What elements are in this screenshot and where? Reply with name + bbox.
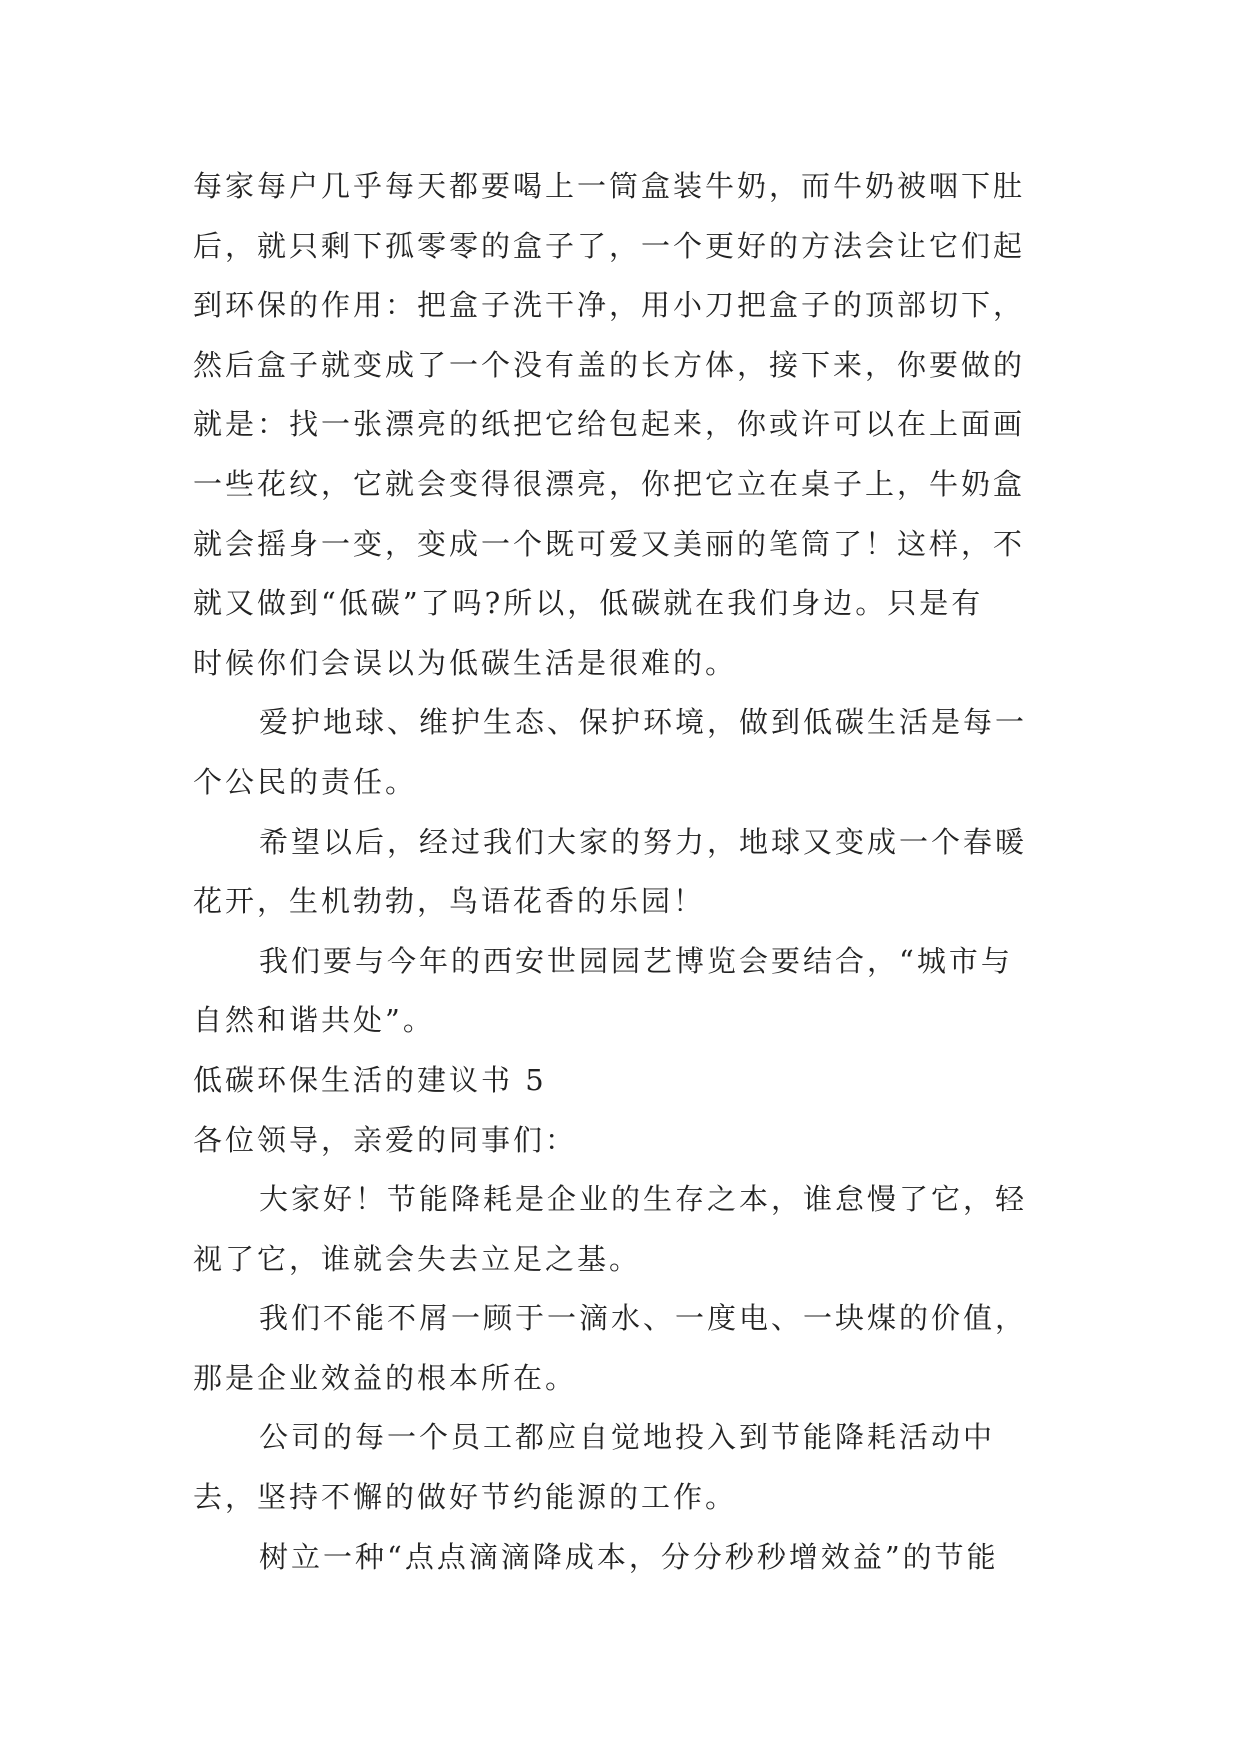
text-line: 树立一种“点点滴滴降成本，分分秒秒增效益”的节能 (259, 1539, 999, 1574)
text-line: 后，就只剩下孤零零的盒子了，一个更好的方法会让它们起 (193, 228, 1026, 263)
section-heading: 低碳环保生活的建议书 5 (193, 1062, 547, 1097)
document-body (193, 157, 1053, 1587)
text-line: 公司的每一个员工都应自觉地投入到节能降耗活动中 (259, 1420, 996, 1455)
text-line: 我们要与今年的西安世园园艺博览会要结合，“城市与 (259, 943, 1013, 978)
text-line: 希望以后，经过我们大家的努力，地球又变成一个春暖 (259, 824, 1028, 859)
text-line: 我们不能不屑一顾于一滴水、一度电、一块煤的价值， (259, 1301, 1028, 1336)
text-line: 自然和谐共处”。 (193, 1003, 435, 1038)
text-line: 每家每户几乎每天都要喝上一筒盒装牛奶，而牛奶被咽下肚 (193, 169, 1026, 203)
text-line: 视了它，谁就会失去立足之基。 (193, 1241, 642, 1276)
text-line: 时候你们会误以为低碳生活是很难的。 (193, 645, 738, 680)
text-line: 一些花纹，它就会变得很漂亮，你把它立在桌子上，牛奶盒 (193, 466, 1026, 501)
salutation: 各位领导，亲爱的同事们： (193, 1122, 578, 1157)
text-line: 就又做到“低碳”了吗?所以，低碳就在我们身边。只是有 (193, 586, 984, 621)
text-line: 大家好！节能降耗是企业的生存之本，谁怠慢了它，轻 (259, 1182, 1028, 1217)
text-line: 那是企业效益的根本所在。 (193, 1360, 578, 1395)
text-line: 到环保的作用：把盒子洗干净，用小刀把盒子的顶部切下， (193, 288, 1026, 323)
text-line: 个公民的责任。 (193, 764, 418, 799)
text-line: 然后盒子就变成了一个没有盖的长方体，接下来，你要做的 (193, 347, 1026, 382)
text-line: 去，坚持不懈的做好节约能源的工作。 (193, 1480, 738, 1515)
text-line: 花开，生机勃勃，鸟语花香的乐园！ (193, 884, 706, 919)
text-line: 爱护地球、维护生态、保护环境，做到低碳生活是每一 (259, 705, 1028, 740)
text-line: 就是：找一张漂亮的纸把它给包起来，你或许可以在上面画 (193, 407, 1026, 442)
text-line: 就会摇身一变，变成一个既可爱又美丽的笔筒了！这样，不 (193, 526, 1026, 561)
